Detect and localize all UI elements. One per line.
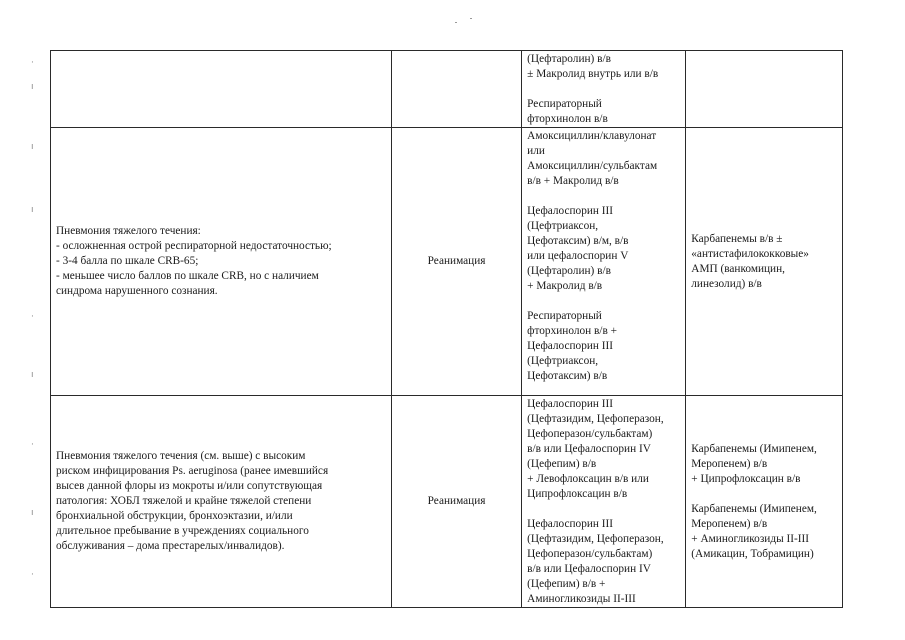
department-cell: Реанимация [391,128,521,396]
cell-line: бронхиальной обструкции, бронхоэктазии, и/или [56,510,293,522]
cell-line: в/в или Цефалоспорин IV [527,443,651,455]
cell-line: - меньшее число баллов по шкале CRB, но с наличием [56,270,319,282]
line-gap [527,189,681,204]
department-cell [391,51,521,128]
cell-line: Карбапенемы в/в ± [691,232,783,245]
first-line-therapy-cell [522,51,686,128]
cell-line: (Цефтриаксон, [527,355,599,367]
cell-line: Амоксициллин/клавулонат [527,130,657,142]
cell-line: Амоксициллин/сульбактам [527,160,658,172]
margin-mark: · [31,440,34,450]
alternative-therapy-cell [686,396,843,608]
margin-mark: ı [31,205,34,215]
table-row [51,51,843,128]
cell-line: (Цефтаролин) в/в [527,53,611,65]
cell-line: (Цефепим) в/в [527,458,597,470]
cell-line: высев данной флоры из мокроты и/или сопутствующая [56,480,323,492]
cell-line: риском инфицирования Ps. aeruginosa (ранее имевшийся [56,465,329,477]
scan-speck [455,22,457,23]
diagnosis-cell [51,396,392,608]
cell-line: обслуживания – дома престарелых/инвалидов). [56,540,285,552]
department-cell: Реанимация [391,396,521,608]
table-row [51,396,843,608]
cell-line: Цефоперазон/сульбактам) [527,428,653,440]
diagnosis-cell [51,51,392,128]
line-gap [691,487,837,502]
cell-line: патология: ХОБЛ тяжелой и крайне тяжелой степени [56,495,312,507]
line-gap [527,502,681,517]
treatment-table [50,50,843,608]
cell-line: Респираторный [527,310,602,322]
cell-line: синдрома нарушенного сознания. [56,285,218,297]
alternative-therapy-cell [686,51,843,128]
cell-line: в/в или Цефалоспорин IV [527,563,651,575]
margin-mark: · [31,58,34,68]
cell-line: фторхинолон в/в [527,113,608,125]
cell-line: длительное пребывание в учреждениях социального [56,525,309,537]
cell-line: «антистафилококковые» [691,247,809,260]
cell-line: (Цефтаролин) в/в [527,265,611,277]
cell-line: Цефалоспорин III [527,205,614,217]
cell-line: в/в + Макролид в/в [527,175,619,187]
cell-line: Аминогликозиды II-III [527,593,636,605]
cell-line: Цефалоспорин III [527,518,614,530]
cell-line: + Левофлоксацин в/в или [527,473,649,485]
alternative-therapy-cell [686,128,843,396]
margin-mark: · [31,312,34,322]
cell-line: Цефалоспорин III [527,340,614,352]
first-line-therapy-cell [522,396,686,608]
cell-line: АМП (ванкомицин, [691,262,785,275]
cell-line: Пневмония тяжелого течения: [56,225,201,237]
diagnosis-cell [51,128,392,396]
scan-speck [470,18,472,19]
cell-line: линезолид) в/в [691,277,762,290]
cell-line: + Аминогликозиды II-III [691,532,810,545]
margin-mark: ı [31,508,34,518]
cell-line: Респираторный [527,98,602,110]
cell-line: (Цефтриаксон, [527,220,599,232]
cell-line: или [527,145,545,157]
margin-mark: · [31,570,34,580]
cell-line: Пневмония тяжелого течения (см. выше) с высоким [56,450,306,462]
cell-line: + Макролид в/в [527,280,603,292]
cell-line: - 3-4 балла по шкале CRB-65; [56,255,199,267]
cell-line: Цефалоспорин III [527,398,614,410]
line-gap [527,294,681,309]
first-line-therapy-cell [522,128,686,396]
cell-line: (Амикацин, Тобрамицин) [691,547,814,560]
cell-line: Цефотаксим) в/м, в/в [527,235,629,247]
line-gap [527,82,681,97]
table-row [51,128,843,396]
cell-line: Меропенем) в/в [691,517,768,530]
cell-line: ± Макролид внутрь или в/в [527,68,659,80]
margin-mark: ı [31,142,34,152]
cell-line: Меропенем) в/в [691,457,768,470]
cell-line: + Ципрофлоксацин в/в [691,472,801,485]
margin-mark: ı [31,82,34,92]
cell-line: - осложненная острой респираторной недостаточностью; [56,240,332,252]
cell-line: Цефоперазон/сульбактам) [527,548,653,560]
cell-line: Карбапенемы (Имипенем, [691,442,817,455]
cell-line: (Цефепим) в/в + [527,578,606,590]
cell-line: Цефотаксим) в/в [527,370,608,382]
cell-line: (Цефтазидим, Цефоперазон, [527,533,664,545]
margin-mark: ı [31,370,34,380]
cell-line: (Цефтазидим, Цефоперазон, [527,413,664,425]
cell-line: Карбапенемы (Имипенем, [691,502,817,515]
cell-line: фторхинолон в/в + [527,325,617,337]
cell-line: Ципрофлоксацин в/в [527,488,628,500]
cell-line: или цефалоспорин V [527,250,629,262]
